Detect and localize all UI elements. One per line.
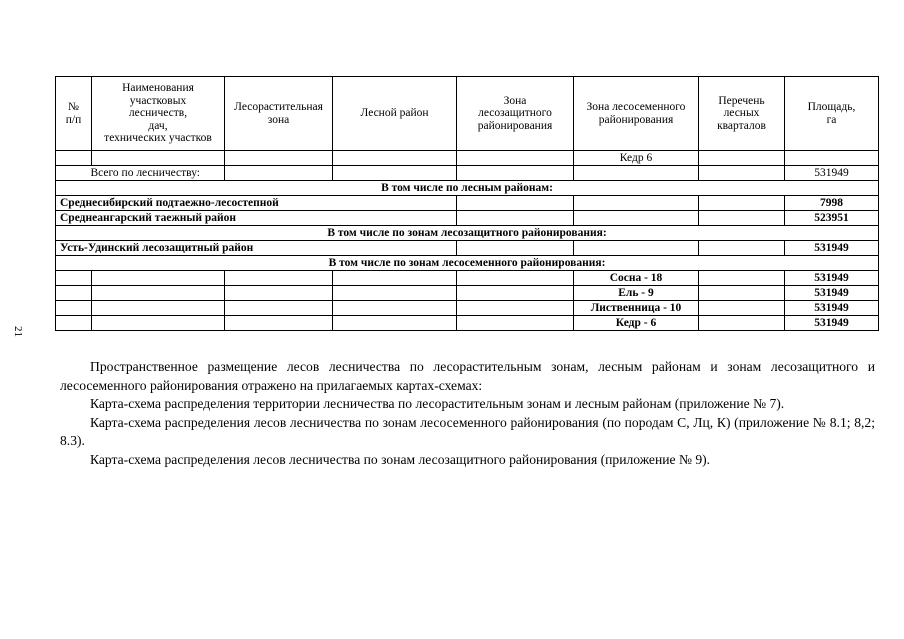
paragraph-map-vegetation: Карта-схема распределения территории лесничества по лесорастительным зонам и лесным районам (приложение № 7). [90, 396, 785, 412]
header-quarters: Перечень лесных кварталов [699, 77, 785, 151]
seed-zone-cell: Кедр 6 [574, 151, 699, 166]
total-label: Всего по лесничеству: [56, 166, 225, 181]
section-row [56, 256, 879, 271]
seed-zone-name: Кедр - 6 [574, 316, 699, 331]
header-vegetation-zone: Лесорастительная зона [225, 77, 333, 151]
seed-zone-area: 531949 [785, 271, 879, 286]
section-protection-zones: В том числе по зонам лесозащитного районирования: [56, 226, 879, 241]
header-seed-zone: Зона лесосеменного районирования [574, 77, 699, 151]
table-row [56, 316, 879, 331]
paragraph-placement: Пространственное размещение лесов лесничества по лесорастительным зонам, лесным районам и зонам лесозащитного и лесосеменного районирования отражено на прилагаемых картах-схемах: [60, 359, 875, 393]
table-row [56, 286, 879, 301]
header-protection-zone: Зона лесозащитного районирования [457, 77, 574, 151]
table-row [56, 211, 879, 226]
header-district-name: Наименования участковых лесничеств, дач, технических участков [92, 77, 225, 151]
section-seed-zones: В том числе по зонам лесосеменного районирования: [56, 256, 879, 271]
total-row [56, 166, 879, 181]
paragraph-map-protection: Карта-схема распределения лесов лесничества по зонам лесозащитного районирования (приложение № 9). [90, 451, 711, 467]
body-text [60, 358, 875, 470]
seed-zone-area: 531949 [785, 316, 879, 331]
forest-region-area: 7998 [785, 196, 879, 211]
table-row [56, 151, 879, 166]
section-row [56, 181, 879, 196]
forest-region-name: Среднеангарский таежный район [56, 211, 457, 226]
seed-zone-name: Сосна - 18 [574, 271, 699, 286]
section-forest-regions: В том числе по лесным районам: [56, 181, 879, 196]
seed-zone-area: 531949 [785, 286, 879, 301]
table-header-row [56, 77, 879, 151]
seed-zone-name: Лиственница - 10 [574, 301, 699, 316]
seed-zone-area: 531949 [785, 301, 879, 316]
header-number: № п/п [56, 77, 92, 151]
table-row [56, 196, 879, 211]
table-row [56, 271, 879, 286]
section-row [56, 226, 879, 241]
paragraph-map-seed: Карта-схема распределения лесов лесничества по зонам лесосеменного районирования (по породам С, Лц, К) (приложение № 8.1; 8,2; 8.3). [60, 414, 875, 449]
header-area: Площадь, га [785, 77, 879, 151]
page-number: 21 [12, 326, 24, 337]
forest-region-area: 523951 [785, 211, 879, 226]
protection-zone-name: Усть-Удинский лесозащитный район [56, 241, 457, 256]
seed-zone-name: Ель - 9 [574, 286, 699, 301]
header-forest-region: Лесной район [333, 77, 457, 151]
table-row [56, 301, 879, 316]
table-row [56, 241, 879, 256]
forest-region-name: Среднесибирский подтаежно-лесостепной [56, 196, 457, 211]
total-area: 531949 [785, 166, 879, 181]
protection-zone-area: 531949 [785, 241, 879, 256]
forest-zoning-table [55, 76, 879, 331]
